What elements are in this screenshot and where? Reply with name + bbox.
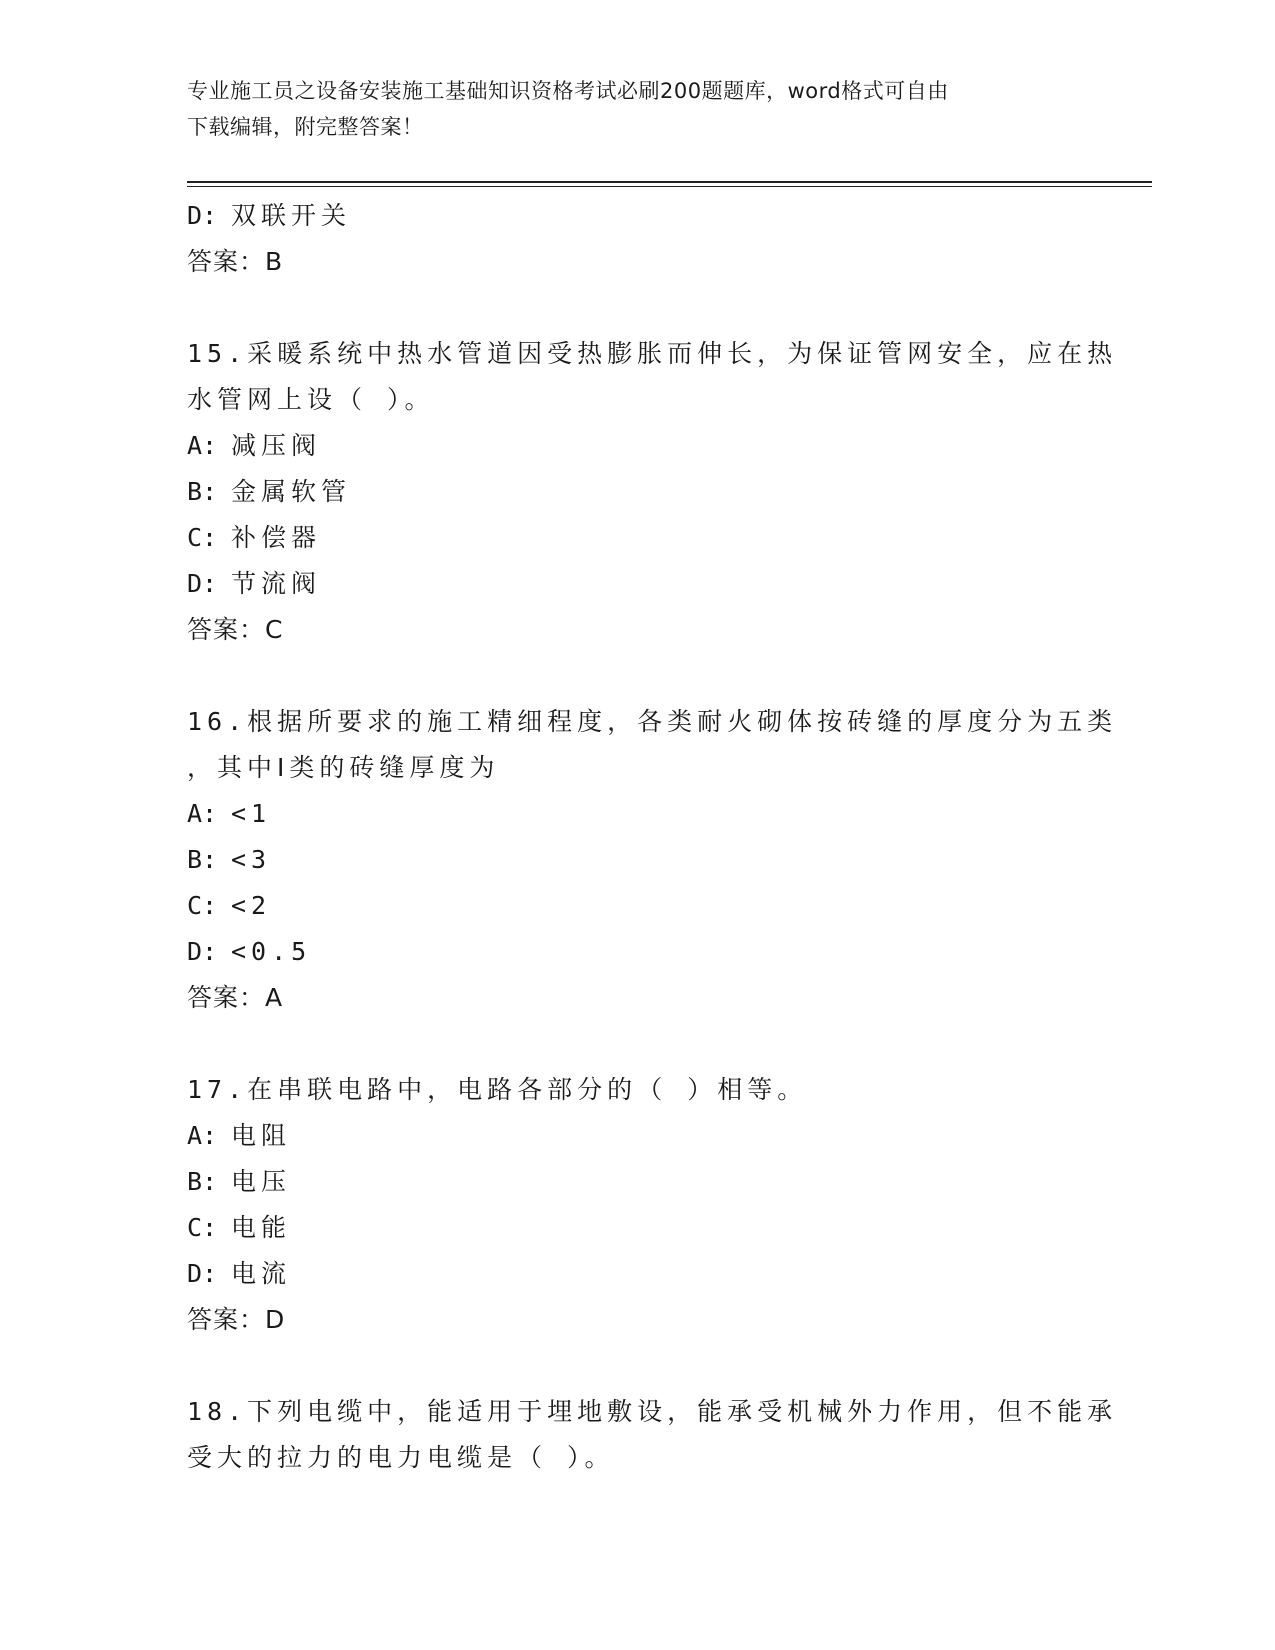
option-label: A:	[187, 1121, 218, 1150]
option-text: <1	[231, 799, 272, 828]
document-page	[187, 0, 1152, 1481]
option-label: D:	[187, 569, 218, 598]
question-stem-line: ，其中Ⅰ类的砖缝厚度为	[187, 753, 500, 782]
option-b	[187, 837, 1152, 883]
answer-line: 答案：C	[187, 615, 284, 644]
question-stem-line: 16.根据所要求的施工精细程度，各类耐火砌体按砖缝的厚度分为五类	[187, 707, 1118, 736]
option-d	[187, 561, 1152, 607]
option-label: D:	[187, 937, 218, 966]
question-stem-line: 15.采暖系统中热水管道因受热膨胀而伸长，为保证管网安全，应在热	[187, 339, 1118, 368]
question-stem-line: 受大的拉力的电力电缆是（ ）。	[187, 1443, 615, 1472]
header-divider-thick	[187, 181, 1152, 183]
answer-line: 答案：D	[187, 1305, 286, 1334]
answer-line: 答案：B	[187, 247, 284, 276]
option-b	[187, 469, 1152, 515]
header-divider-thin	[187, 186, 1152, 187]
header-line-1: 专业施工员之设备安装施工基础知识资格考试必刷200题题库，word格式可自由	[187, 79, 949, 103]
question-content	[187, 193, 1152, 1481]
option-a	[187, 1113, 1152, 1159]
question-16	[187, 699, 1152, 1021]
option-b	[187, 1159, 1152, 1205]
question-15	[187, 331, 1152, 653]
option-text: 电流	[231, 1259, 292, 1288]
spacer	[187, 1021, 1152, 1067]
option-label: D:	[187, 201, 218, 230]
option-c	[187, 883, 1152, 929]
option-label: B:	[187, 845, 218, 874]
question-18	[187, 1389, 1152, 1481]
option-text: <0.5	[231, 937, 312, 966]
option-c	[187, 1205, 1152, 1251]
question-stem-line: 水管网上设（ ）。	[187, 385, 435, 414]
option-label: D:	[187, 1259, 218, 1288]
question-stem-line: 17.在串联电路中，电路各部分的（ ）相等。	[187, 1075, 808, 1104]
answer-line: 答案：A	[187, 983, 284, 1012]
option-d	[187, 929, 1152, 975]
spacer	[187, 653, 1152, 699]
option-text: 电能	[231, 1213, 292, 1242]
option-label: B:	[187, 477, 218, 506]
option-label: C:	[187, 523, 218, 552]
option-a	[187, 791, 1152, 837]
option-label: A:	[187, 799, 218, 828]
option-label: C:	[187, 891, 218, 920]
question-17	[187, 1067, 1152, 1343]
option-label: B:	[187, 1167, 218, 1196]
document-header	[187, 73, 1067, 145]
option-text: 金属软管	[231, 477, 352, 506]
option-text: 减压阀	[231, 431, 322, 460]
option-text: 电压	[231, 1167, 292, 1196]
option-text: 补偿器	[231, 523, 322, 552]
option-c	[187, 515, 1152, 561]
option-a	[187, 423, 1152, 469]
option-text: 电阻	[231, 1121, 292, 1150]
option-d	[187, 193, 1152, 239]
option-d	[187, 1251, 1152, 1297]
option-text: 双联开关	[231, 201, 352, 230]
spacer	[187, 285, 1152, 331]
option-label: A:	[187, 431, 218, 460]
option-text: 节流阀	[231, 569, 322, 598]
option-label: C:	[187, 1213, 218, 1242]
header-line-2: 下载编辑，附完整答案！	[187, 115, 424, 139]
option-text: <2	[231, 891, 272, 920]
spacer	[187, 1343, 1152, 1389]
option-text: <3	[231, 845, 272, 874]
question-stem-line: 18.下列电缆中，能适用于埋地敷设，能承受机械外力作用，但不能承	[187, 1397, 1118, 1426]
